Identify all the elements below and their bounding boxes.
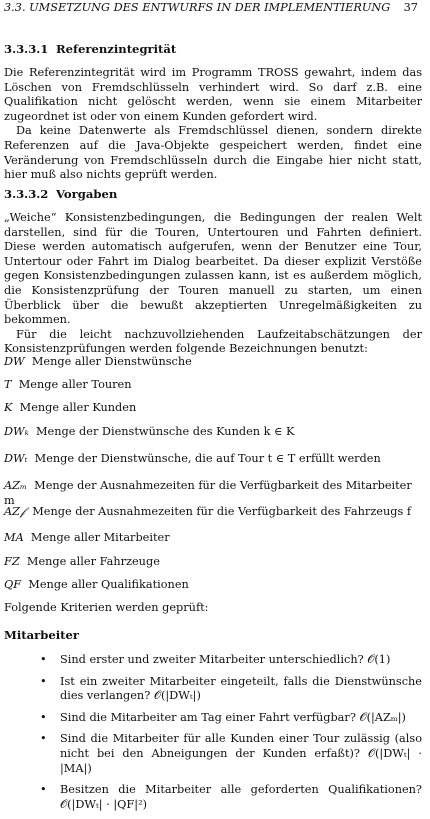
definition-text: Menge aller Touren (18, 378, 132, 391)
list-item (4, 711, 422, 726)
page-number: 37 (403, 1, 418, 14)
list-item (4, 732, 422, 776)
definition-text: Menge der Ausnahmezeiten für die Verfügbarkeit des Mitarbeiter m (4, 479, 412, 507)
list-item-text: Ist ein zweiter Mitarbeiter eingeteilt, falls die Dienstwünsche dies verlangen? 𝒪(|DWₜ|) (60, 674, 422, 703)
section-heading-vorgaben (4, 187, 422, 202)
definition-text: Menge der Ausnahmezeiten für die Verfügbarkeit des Fahrzeugs f (32, 505, 412, 518)
paragraph: „Weiche“ Konsistenzbedingungen, die Bedingungen der realen Welt darstellen, sind für die Touren, Untertouren und Fahrten definiert. Diese werden automatisch aufgerufen, wenn der Benutzer eine Tour, Untertour oder Fahrt im Dialog bearbeitet. Da dieser explizit Verstöße gegen Konsistenzbedingungen zulassen kann, ist es außerdem möglich, die Konsistenzprüfung der Touren manuell zu starten, um einen Überblick über die bewußt akzeptierten Unregelmäßigkeiten zu bekommen. (4, 211, 422, 327)
bullet-icon: • (40, 674, 47, 688)
definition-symbol: T (4, 378, 12, 391)
definition-text: Menge der Dienstwünsche, die auf Tour t ∈ T erfüllt werden (34, 452, 381, 465)
paragraph: Für die leicht nachzuvollziehenden Laufzeitabschätzungen der Konsistenzprüfungen werden folgende Bezeichnungen benutzt: (4, 327, 422, 356)
definition-text: Menge aller Dienstwünsche (31, 355, 192, 368)
bullet-icon: • (40, 732, 47, 746)
definition-t (4, 378, 422, 393)
bullet-icon: • (40, 710, 47, 724)
section-title: Referenzintegrität (56, 42, 177, 56)
definition-text: Menge aller Qualifikationen (28, 578, 189, 591)
definition-azm (4, 479, 422, 508)
definition-k (4, 401, 422, 416)
section-heading-referenzintegritaet (4, 42, 422, 57)
list-item (4, 675, 422, 704)
section-number: 3.3.3.2 (4, 187, 49, 201)
subheading-mitarbeiter: Mitarbeiter (4, 628, 79, 642)
definition-dw (4, 355, 422, 370)
running-title: 3.3. UMSETZUNG DES ENTWURFS IN DER IMPLEMENTIERUNG (4, 1, 391, 14)
definition-text: Menge aller Fahrzeuge (26, 555, 160, 568)
definition-text: Menge aller Mitarbeiter (30, 531, 170, 544)
definition-symbol: DW (4, 355, 25, 368)
criteria-intro: Folgende Kriterien werden geprüft: (4, 601, 209, 614)
definition-dwk (4, 425, 422, 440)
list-item-text: Sind erster und zweiter Mitarbeiter unterschiedlich? 𝒪(1) (60, 653, 391, 666)
definition-symbol: DWₖ (4, 425, 29, 438)
section-body-vorgaben (4, 211, 422, 357)
definition-fz (4, 555, 422, 570)
section-number: 3.3.3.1 (4, 42, 49, 56)
bullet-icon: • (40, 653, 47, 666)
definition-dwt (4, 452, 422, 467)
definition-qf (4, 578, 422, 593)
definition-symbol: FZ (4, 555, 20, 568)
definition-symbol: MA (4, 531, 24, 544)
paragraph: Die Referenzintegrität wird im Programm TROSS gewahrt, indem das Löschen von Fremdschlüsseln verhindert wird. So darf z.B. eine Qualifikation nicht gelöscht werden, wenn sie einem Mitarbeiter zugeordnet ist oder von einem Kunden gefordert wird. (4, 66, 422, 123)
bullet-icon: • (40, 783, 47, 797)
list-item-text: Sind die Mitarbeiter für alle Kunden einer Tour zulässig (also nicht bei den Abneigungen der Kunden erfaßt)? 𝒪(|DWₜ| · |MA|) (60, 732, 422, 775)
list-item-text: Sind die Mitarbeiter am Tag einer Fahrt verfügbar? 𝒪(|AZₘ|) (60, 710, 406, 724)
definition-text: Menge aller Kunden (19, 401, 137, 414)
section-body-referenzintegritaet (4, 66, 422, 183)
definition-symbol: AZₘ (4, 479, 27, 492)
list-item (4, 783, 422, 812)
definition-symbol: QF (4, 578, 22, 591)
paragraph: Da keine Datenwerte als Fremdschlüssel dienen, sondern direkte Referenzen auf die Java-Objekte gespeichert werden, findet eine Veränderung von Fremdschlüsseln durch die Eingabe hier nicht statt, hier muß also nichts geprüft werden. (4, 124, 422, 182)
definition-symbol: K (4, 401, 13, 414)
definition-symbol: AZ𝒻 (4, 505, 26, 518)
criteria-list (4, 653, 422, 819)
definition-text: Menge der Dienstwünsche des Kunden k ∈ K (35, 425, 295, 438)
list-item (4, 653, 422, 668)
definition-symbol: DWₜ (4, 452, 28, 465)
running-header (4, 1, 418, 16)
definition-azf (4, 505, 422, 520)
definition-ma (4, 531, 422, 546)
list-item-text: Besitzen die Mitarbeiter alle geforderten Qualifikationen? 𝒪(|DWₜ| · |QF|²) (60, 783, 422, 811)
section-title: Vorgaben (56, 187, 118, 201)
